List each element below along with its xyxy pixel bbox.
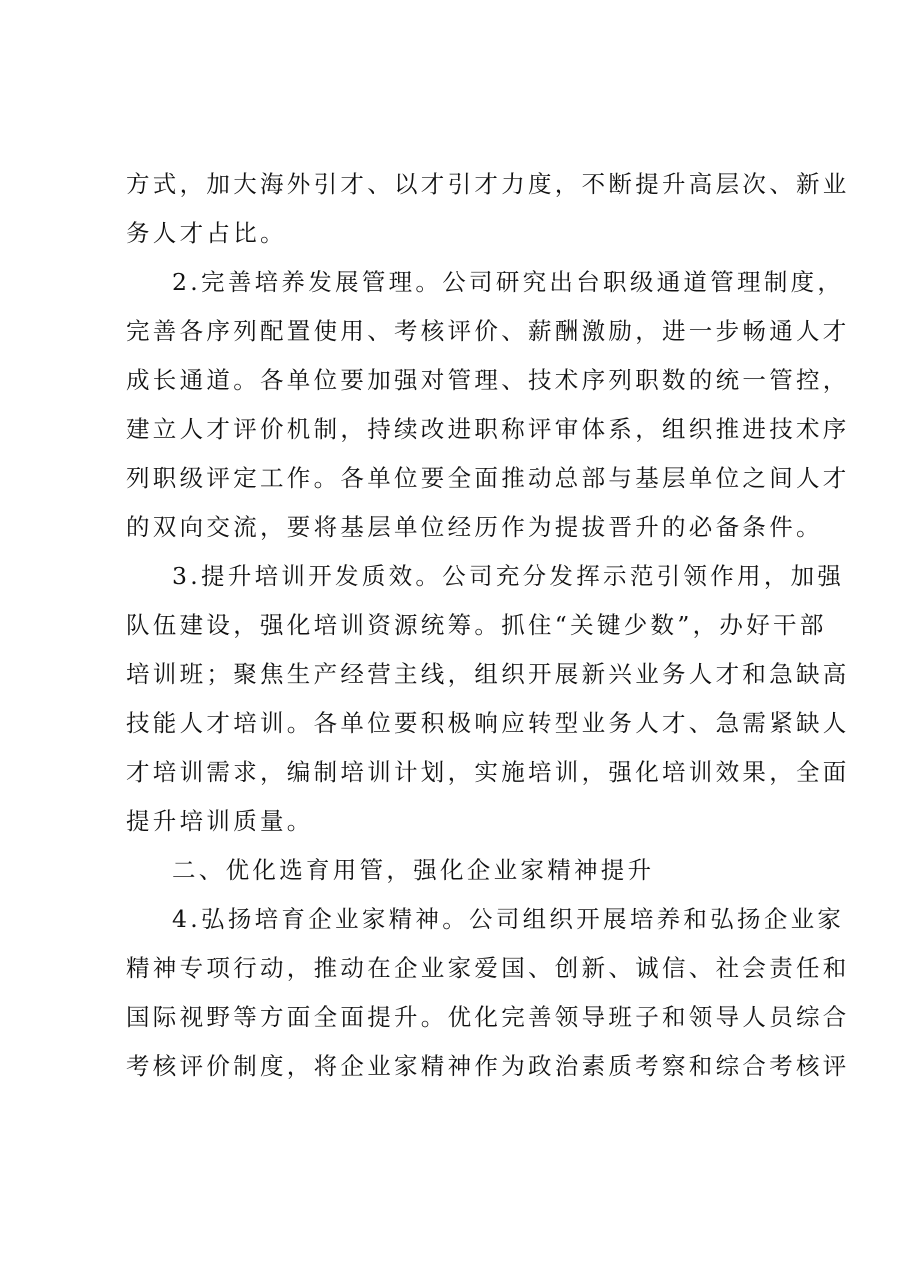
text-line: 方式，加大海外引才、以才引才力度，不断提升高层次、新业 xyxy=(126,170,850,198)
text-line: 才培训需求，编制培训计划，实施培训，强化培训效果，全面 xyxy=(126,758,850,786)
text-line: 技能人才培训。各单位要积极响应转型业务人才、急需紧缺人 xyxy=(126,709,850,737)
text-line: 务人才占比。 xyxy=(126,219,287,247)
text-line: 完善各序列配置使用、考核评价、薪酬激励，进一步畅通人才 xyxy=(126,317,850,345)
text-line: 提升培训质量。 xyxy=(126,807,314,835)
text-line: 成长通道。各单位要加强对管理、技术序列职数的统一管控， xyxy=(126,366,850,394)
text-line: 考核评价制度，将企业家精神作为政治素质考察和综合考核评 xyxy=(126,1052,850,1080)
text-line: 列职级评定工作。各单位要全面推动总部与基层单位之间人才 xyxy=(126,464,850,492)
text-line: 队伍建设，强化培训资源统筹。抓住“关键少数”，办好干部 xyxy=(126,611,827,639)
paragraph-start-line: 3.提升培训开发质效。公司充分发挥示范引领作用，加强 xyxy=(172,562,845,590)
paragraph-start-line: 4.弘扬培育企业家精神。公司组织开展培养和弘扬企业家 xyxy=(172,905,845,933)
paragraph-start-line: 2.完善培养发展管理。公司研究出台职级通道管理制度， xyxy=(172,268,845,296)
text-line: 培训班；聚焦生产经营主线，组织开展新兴业务人才和急缺高 xyxy=(126,660,850,688)
text-line: 精神专项行动，推动在企业家爱国、创新、诚信、社会责任和 xyxy=(126,954,850,982)
text-line: 建立人才评价机制，持续改进职称评审体系，组织推进技术序 xyxy=(126,415,850,443)
text-line: 国际视野等方面全面提升。优化完善领导班子和领导人员综合 xyxy=(126,1003,850,1031)
body-text xyxy=(126,160,850,1091)
text-line: 的双向交流，要将基层单位经历作为提拔晋升的必备条件。 xyxy=(126,513,823,541)
section-heading: 二、优化选育用管，强化企业家精神提升 xyxy=(172,856,655,884)
